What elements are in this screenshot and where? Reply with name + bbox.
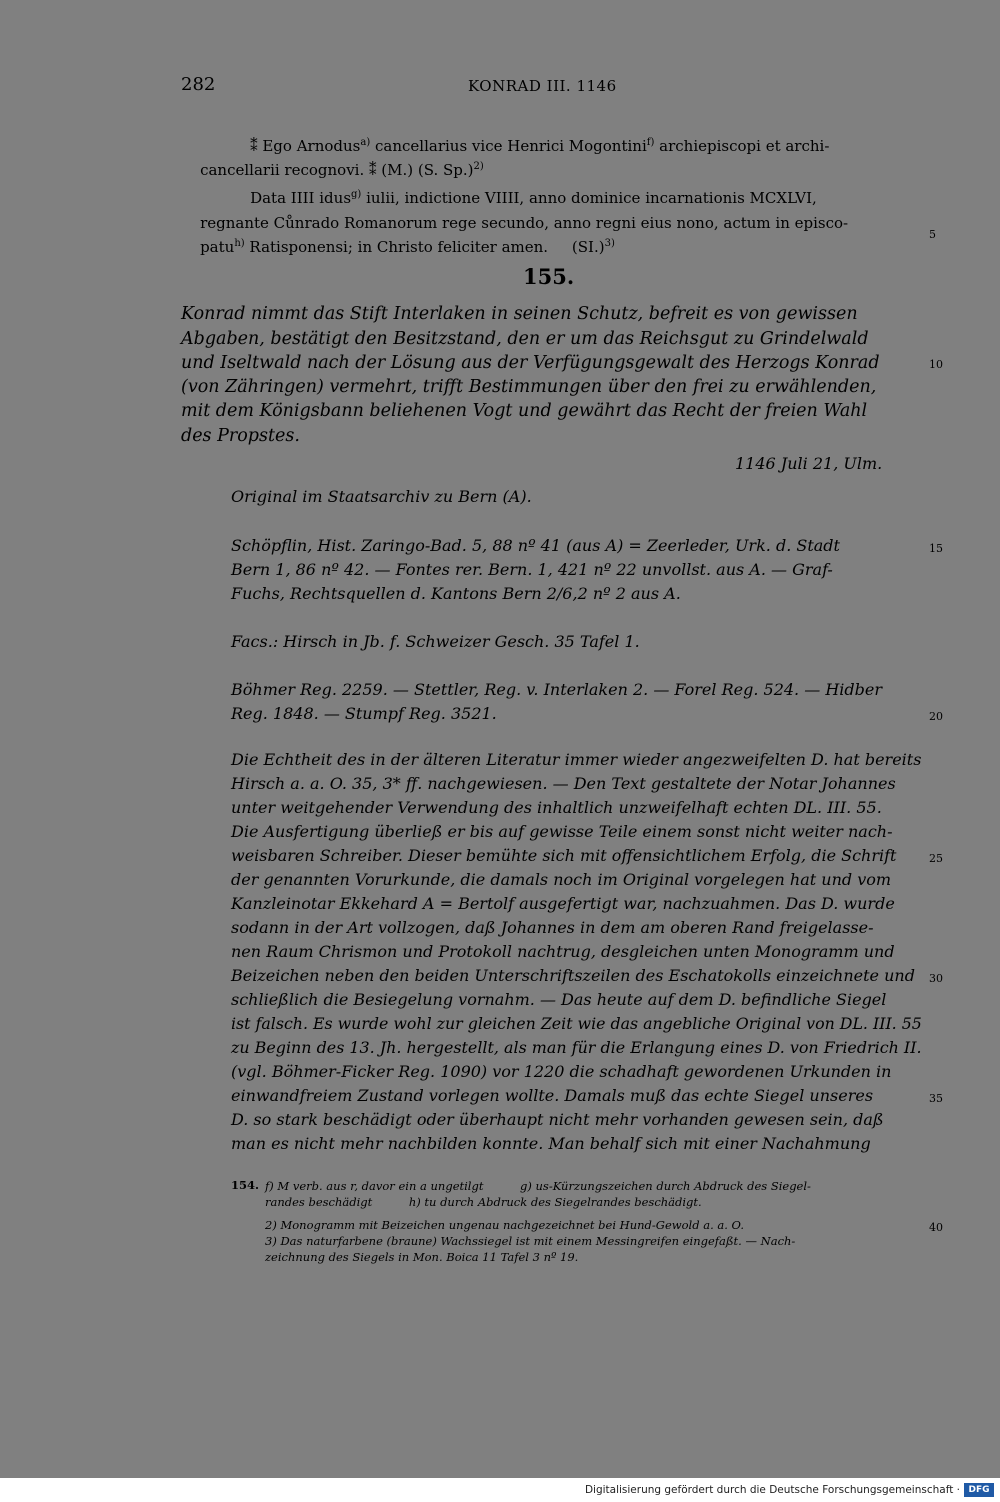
footnote-label: 154.	[231, 1178, 260, 1192]
regest-line: Konrad nimmt das Stift Interlaken in seinen Schutz, befreit es von gewissen	[181, 304, 858, 324]
running-title: KONRAD III. 1146	[468, 77, 617, 95]
date-place: 1146 Juli 21, Ulm.	[735, 454, 883, 473]
regest-line: Abgaben, bestätigt den Besitzstand, den er um das Reichsgut zu Grindelwald	[181, 329, 869, 349]
footnote-line: zeichnung des Siegels in Mon. Boica 11 Tafel 3 nº 19.	[265, 1250, 579, 1264]
text-line: cancellarii recognovi. ⁑ (M.) (S. Sp.)$^{2)}$	[200, 161, 484, 179]
line-number: 35	[929, 1092, 943, 1105]
regest-line: mit dem Königsbann beliehenen Vogt und gewährt das Recht der freien Wahl	[181, 401, 868, 421]
commentary-line: D. so stark beschädigt oder überhaupt nicht mehr vorhanden gewesen sein, daß	[231, 1110, 884, 1129]
commentary-line: Die Echtheit des in der älteren Literatur immer wieder angezweifelten D. hat bereits	[231, 750, 922, 769]
line-number: 40	[929, 1221, 943, 1234]
funding-notice: Digitalisierung gefördert durch die Deutsche Forschungsgemeinschaft ·	[584, 1484, 960, 1496]
footnote-line: randes beschädigt h) tu durch Abdruck des Siegelrandes beschädigt.	[265, 1195, 702, 1209]
regest-line: des Propstes.	[181, 426, 300, 446]
text-line: regnante Cůnrado Romanorum rege secundo, anno regni eius nono, actum in episco-	[200, 214, 849, 232]
commentary-line: (vgl. Böhmer-Ficker Reg. 1090) vor 1220 die schadhaft gewordenen Urkunden in	[231, 1062, 892, 1081]
commentary-line: schließlich die Besiegelung vornahm. — Das heute auf dem D. befindliche Siegel	[231, 990, 887, 1009]
line-number: 30	[929, 972, 943, 985]
footnote-line: 2) Monogramm mit Beizeichen ungenau nachgezeichnet bei Hund-Gewold a. a. O.	[265, 1218, 744, 1232]
page-number: 282	[181, 74, 216, 95]
commentary-line: Kanzleinotar Ekkehard A = Bertolf ausgefertigt war, nachzuahmen. Das D. wurde	[231, 894, 895, 913]
line-number: 5	[929, 228, 936, 241]
regest-line: und Iseltwald nach der Lösung aus der Verfügungsgewalt des Herzogs Konrad	[181, 353, 880, 373]
text-line: ⁑ Ego Arnodus$^{a)}$ cancellarius vice Henrici Mogontini$^{f)}$ archiepiscopi et archi-	[250, 137, 830, 155]
editions-line: Schöpflin, Hist. Zaringo-Bad. 5, 88 nº 41 (aus A) = Zeerleder, Urk. d. Stadt	[231, 536, 840, 555]
commentary-line: Beizeichen neben den beiden Unterschriftszeilen des Eschatokolls einzeichnete und	[231, 966, 915, 985]
line-number: 20	[929, 710, 943, 723]
commentary-line: Hirsch a. a. O. 35, 3* ff. nachgewiesen. — Den Text gestaltete der Notar Johannes	[231, 774, 896, 793]
editions-line: Fuchs, Rechtsquellen d. Kantons Bern 2/6,2 nº 2 aus A.	[231, 584, 681, 603]
regesta-line: Böhmer Reg. 2259. — Stettler, Reg. v. Interlaken 2. — Forel Reg. 524. — Hidber	[231, 680, 882, 699]
commentary-line: nen Raum Chrismon und Protokoll nachtrug, desgleichen unten Monogramm und	[231, 942, 895, 961]
commentary-line: ist falsch. Es wurde wohl zur gleichen Zeit wie das angebliche Original von DL. III. 55	[231, 1014, 922, 1033]
commentary-line: zu Beginn des 13. Jh. hergestellt, als man für die Erlangung eines D. von Friedrich II.	[231, 1038, 922, 1057]
line-number: 25	[929, 852, 943, 865]
footnote-line: 3) Das naturfarbene (braune) Wachssiegel ist mit einem Messingreifen eingefaßt. — Nach-	[265, 1234, 796, 1248]
line-number: 10	[929, 358, 943, 371]
regest-line: (von Zähringen) vermehrt, trifft Bestimmungen über den frei zu erwählenden,	[181, 377, 877, 397]
commentary-line: sodann in der Art vollzogen, daß Johannes in dem am oberen Rand freigelasse-	[231, 918, 874, 937]
footnote-line: f) M verb. aus r, davor ein a ungetilgt g) us-Kürzungszeichen durch Abdruck des Siegel-	[265, 1179, 811, 1193]
commentary-line: man es nicht mehr nachbilden konnte. Man behalf sich mit einer Nachahmung	[231, 1134, 871, 1153]
commentary-line: der genannten Vorurkunde, die damals noch im Original vorgelegen hat und vom	[231, 870, 892, 889]
editions-line: Bern 1, 86 nº 42. — Fontes rer. Bern. 1, 421 nº 22 unvollst. aus A. — Graf-	[231, 560, 833, 579]
facsimile-note: Facs.: Hirsch in Jb. f. Schweizer Gesch. 35 Tafel 1.	[231, 632, 640, 651]
document-number: 155.	[523, 264, 575, 289]
dfg-logo: DFG	[964, 1483, 994, 1497]
original-note: Original im Staatsarchiv zu Bern (A).	[231, 487, 532, 506]
regesta-line: Reg. 1848. — Stumpf Reg. 3521.	[231, 704, 497, 723]
commentary-line: weisbaren Schreiber. Dieser bemühte sich mit offensichtlichem Erfolg, die Schrift	[231, 846, 897, 865]
commentary-line: unter weitgehender Verwendung des inhaltlich unzweifelhaft echten DL. III. 55.	[231, 798, 882, 817]
commentary-line: einwandfreiem Zustand vorlegen wollte. Damals muß das echte Siegel unseres	[231, 1086, 874, 1105]
commentary-line: Die Ausfertigung überließ er bis auf gewisse Teile einem sonst nicht weiter nach-	[231, 822, 893, 841]
footer-bar	[0, 1478, 1000, 1502]
text-line: patu$^{h)}$ Ratisponensi; in Christo feliciter amen. $(SI.)^{3)}$	[200, 238, 615, 256]
text-line: Data IIII idus$^{g)}$ iulii, indictione VIIII, anno dominice incarnationis MCXLVI,	[250, 189, 817, 207]
line-number: 15	[929, 542, 943, 555]
